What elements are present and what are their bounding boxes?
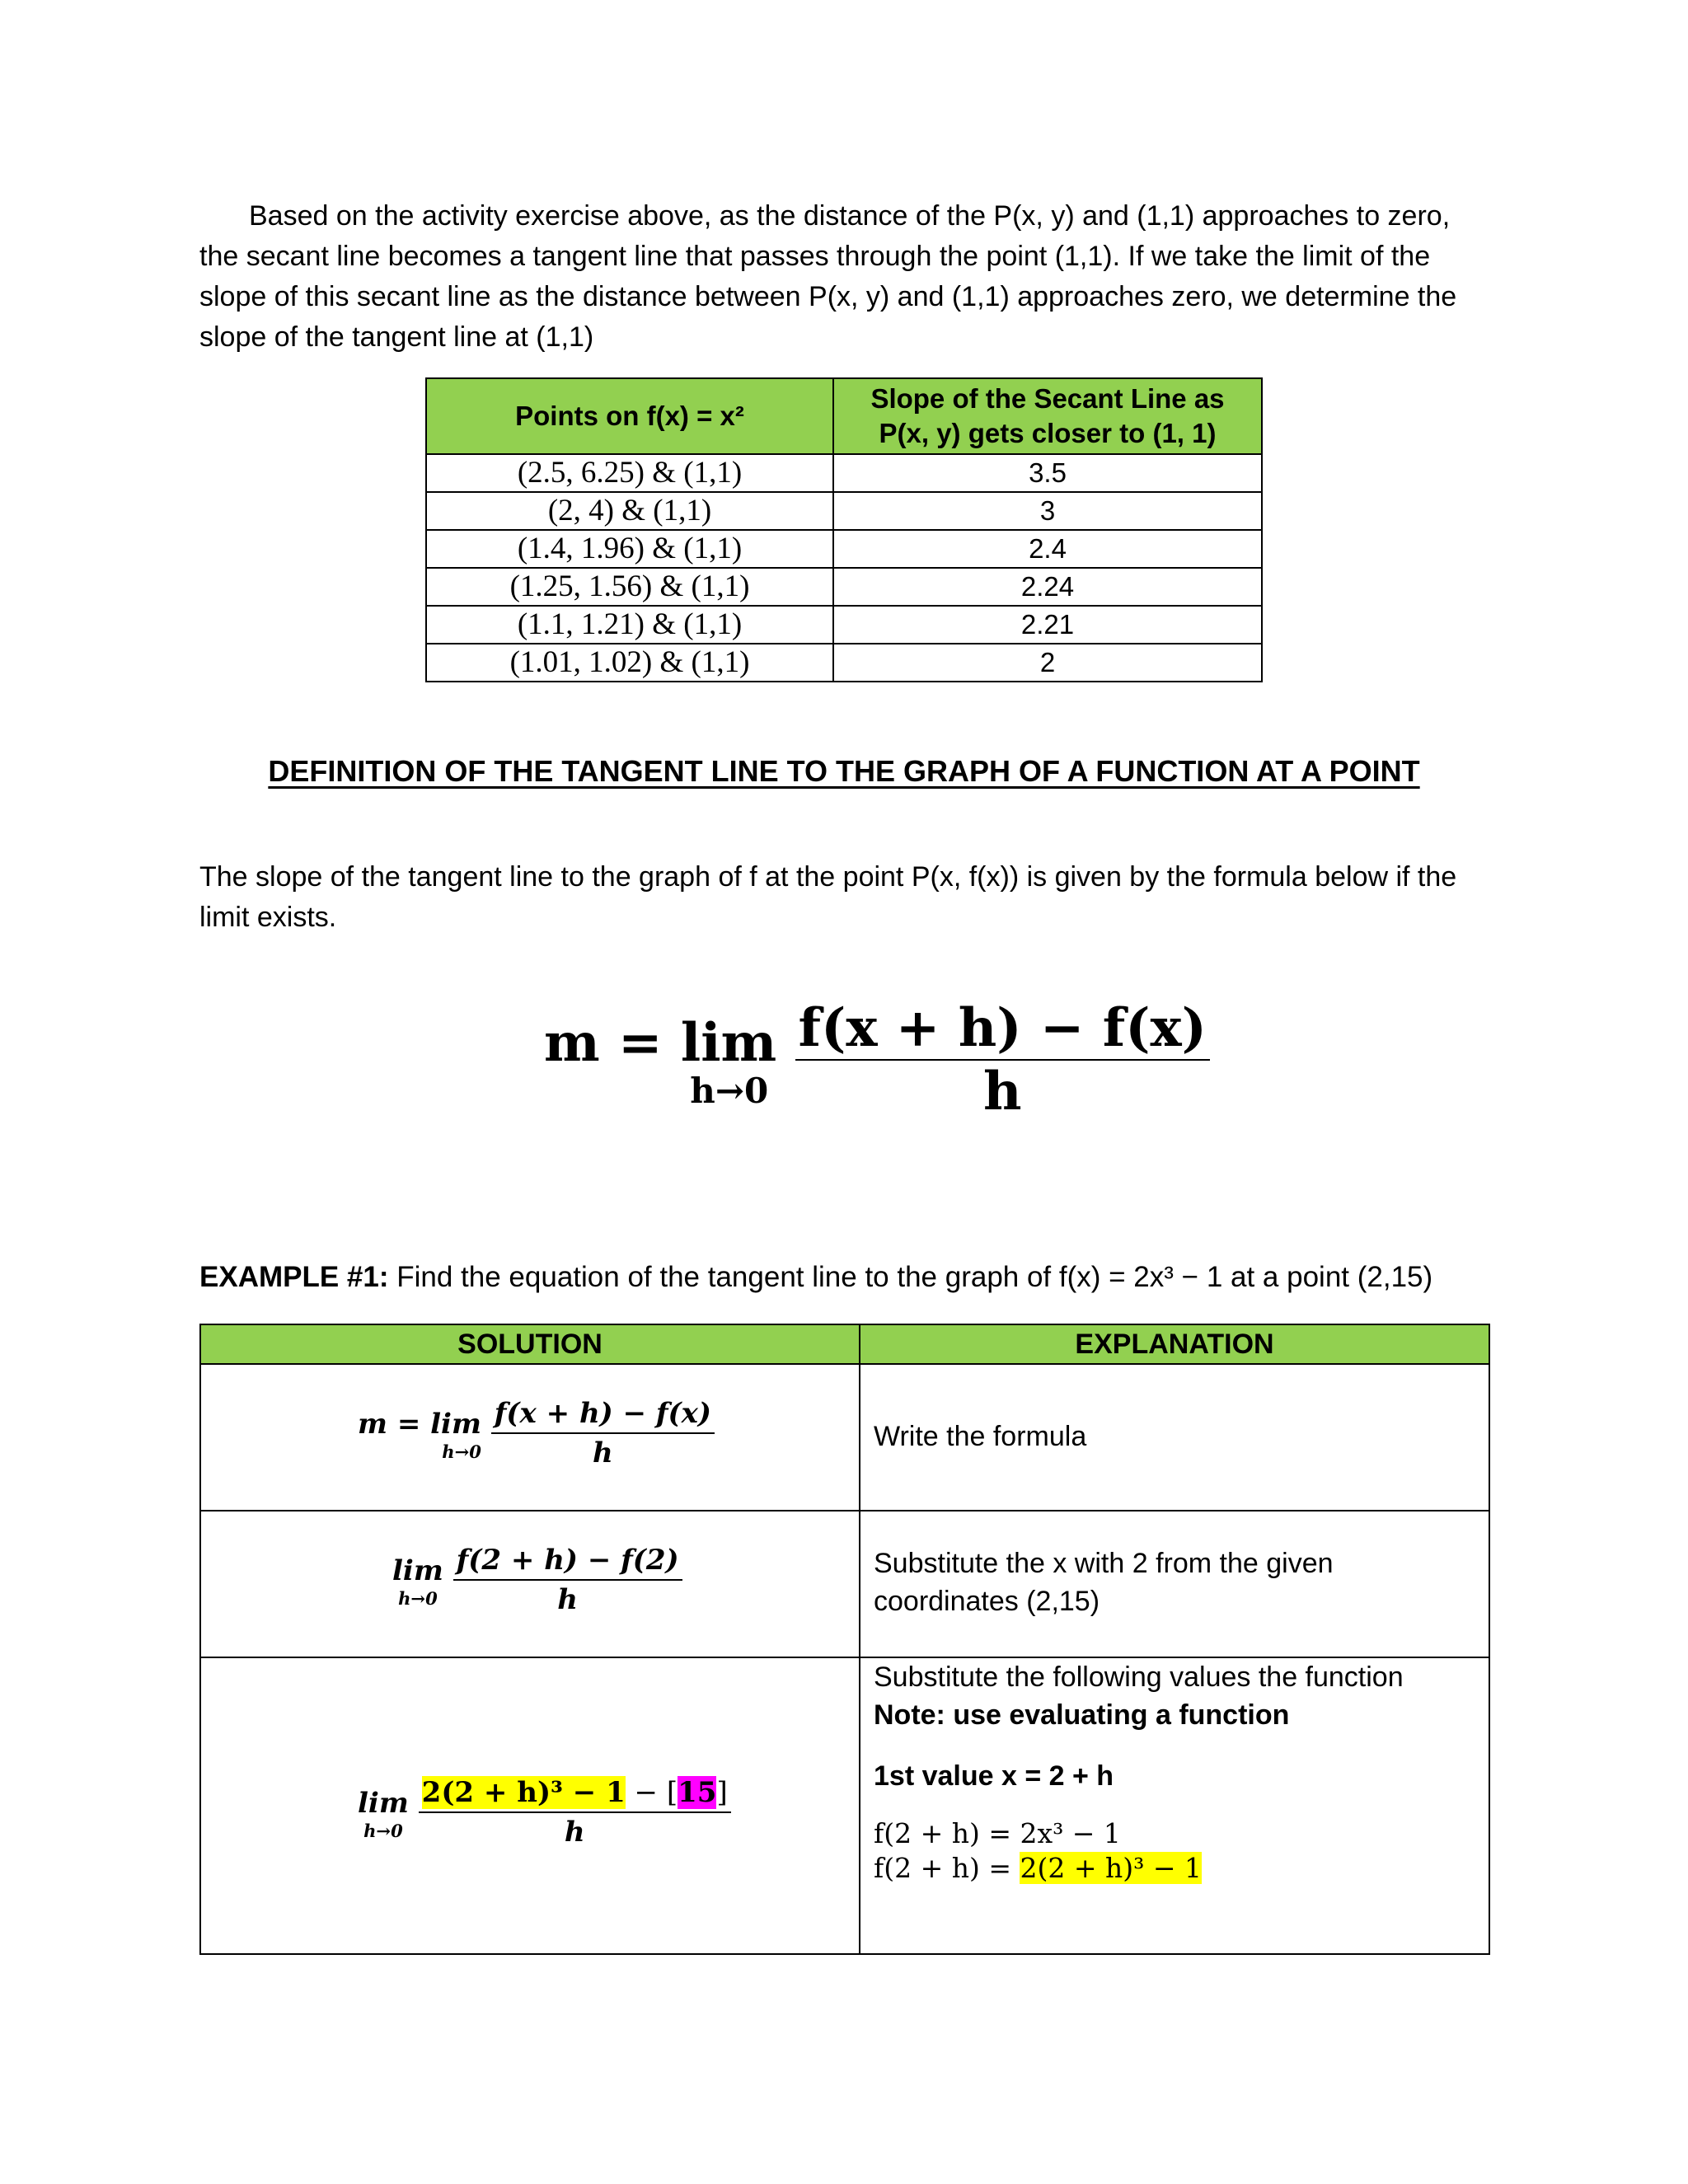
solution-table: [199, 1324, 1490, 1955]
header-explanation: EXPLANATION: [860, 1324, 1489, 1364]
table-row: (1.1, 1.21) & (1,1) 2.21: [426, 606, 1262, 644]
first-value: 1st value x = 2 + h: [874, 1760, 1114, 1792]
table-row: m = lim h→0 $\frac{f(x + h) - f(x)}{h}$ Write the formula: [200, 1364, 1489, 1511]
table-row: lim h→0 $\frac{f(2 + h) - f(2)}{h}$ Substitute the x with 2 from the given coordinates (2,15): [200, 1511, 1489, 1657]
eval-eq-1: f(2 + h) = 2x³ − 1: [874, 1817, 1121, 1849]
table-row: (1.01, 1.02) & (1,1) 2: [426, 644, 1262, 682]
table-row: lim h→0 $\frac{\text{2(2 + h)³ − 1 − [15]}}{h}$ Substitute the following values the function Note: use evaluating a function 1st value x = 2 + h f(2 + h) = 2x³ − 1 f(2 + h) = 2(2 + h)³ − 1: [200, 1657, 1489, 1954]
explanation-note: Note: use evaluating a function: [874, 1699, 1290, 1731]
header-solution: SOLUTION: [200, 1324, 860, 1364]
table-row: (1.25, 1.56) & (1,1) 2.24: [426, 568, 1262, 606]
eval-eq-2: f(2 + h) = 2(2 + h)³ − 1: [874, 1852, 1202, 1884]
definition-text: The slope of the tangent line to the graph of f at the point P(x, f(x)) is given by the formula below if the limit exists.: [199, 861, 1457, 933]
formula-numerator: f(x + h) − f(x): [798, 997, 1207, 1059]
header-slope: Slope of the Secant Line as P(x, y) gets closer to (1, 1): [833, 378, 1262, 454]
definition-heading: DEFINITION OF THE TANGENT LINE TO THE GRAPH OF A FUNCTION AT A POINT: [268, 754, 1420, 788]
explanation-2: Substitute the x with 2 from the given coordinates (2,15): [874, 1548, 1334, 1617]
explanation-1: Write the formula: [874, 1421, 1087, 1452]
formula-sub: h→0: [690, 1070, 769, 1111]
table-row: (2.5, 6.25) & (1,1) 3.5: [426, 454, 1262, 492]
formula-lhs: m = lim: [544, 1011, 777, 1074]
example-title: EXAMPLE #1: Find the equation of the tangent line to the graph of f(x) = 2x³ − 1 at a point (2,15): [199, 1261, 1433, 1293]
tangent-slope-formula: [544, 997, 1210, 1122]
intro-paragraph: Based on the activity exercise above, as the distance of the P(x, y) and (1,1) approaches to zero, the secant line becomes a tangent line that passes through the point (1,1). If we take the limit of the slope of this secant line as the distance between P(x, y) and (1,1) approaches zero, we determine the slope of the tangent line at (1,1): [199, 200, 1457, 353]
explanation-3: Substitute the following values the function: [874, 1661, 1404, 1693]
table-row: (2, 4) & (1,1) 3: [426, 492, 1262, 530]
formula-denominator: h: [982, 1061, 1022, 1122]
header-points: Points on f(x) = x²: [426, 378, 833, 454]
table-row: (1.4, 1.96) & (1,1) 2.4: [426, 530, 1262, 568]
secant-slope-table: [425, 377, 1263, 682]
